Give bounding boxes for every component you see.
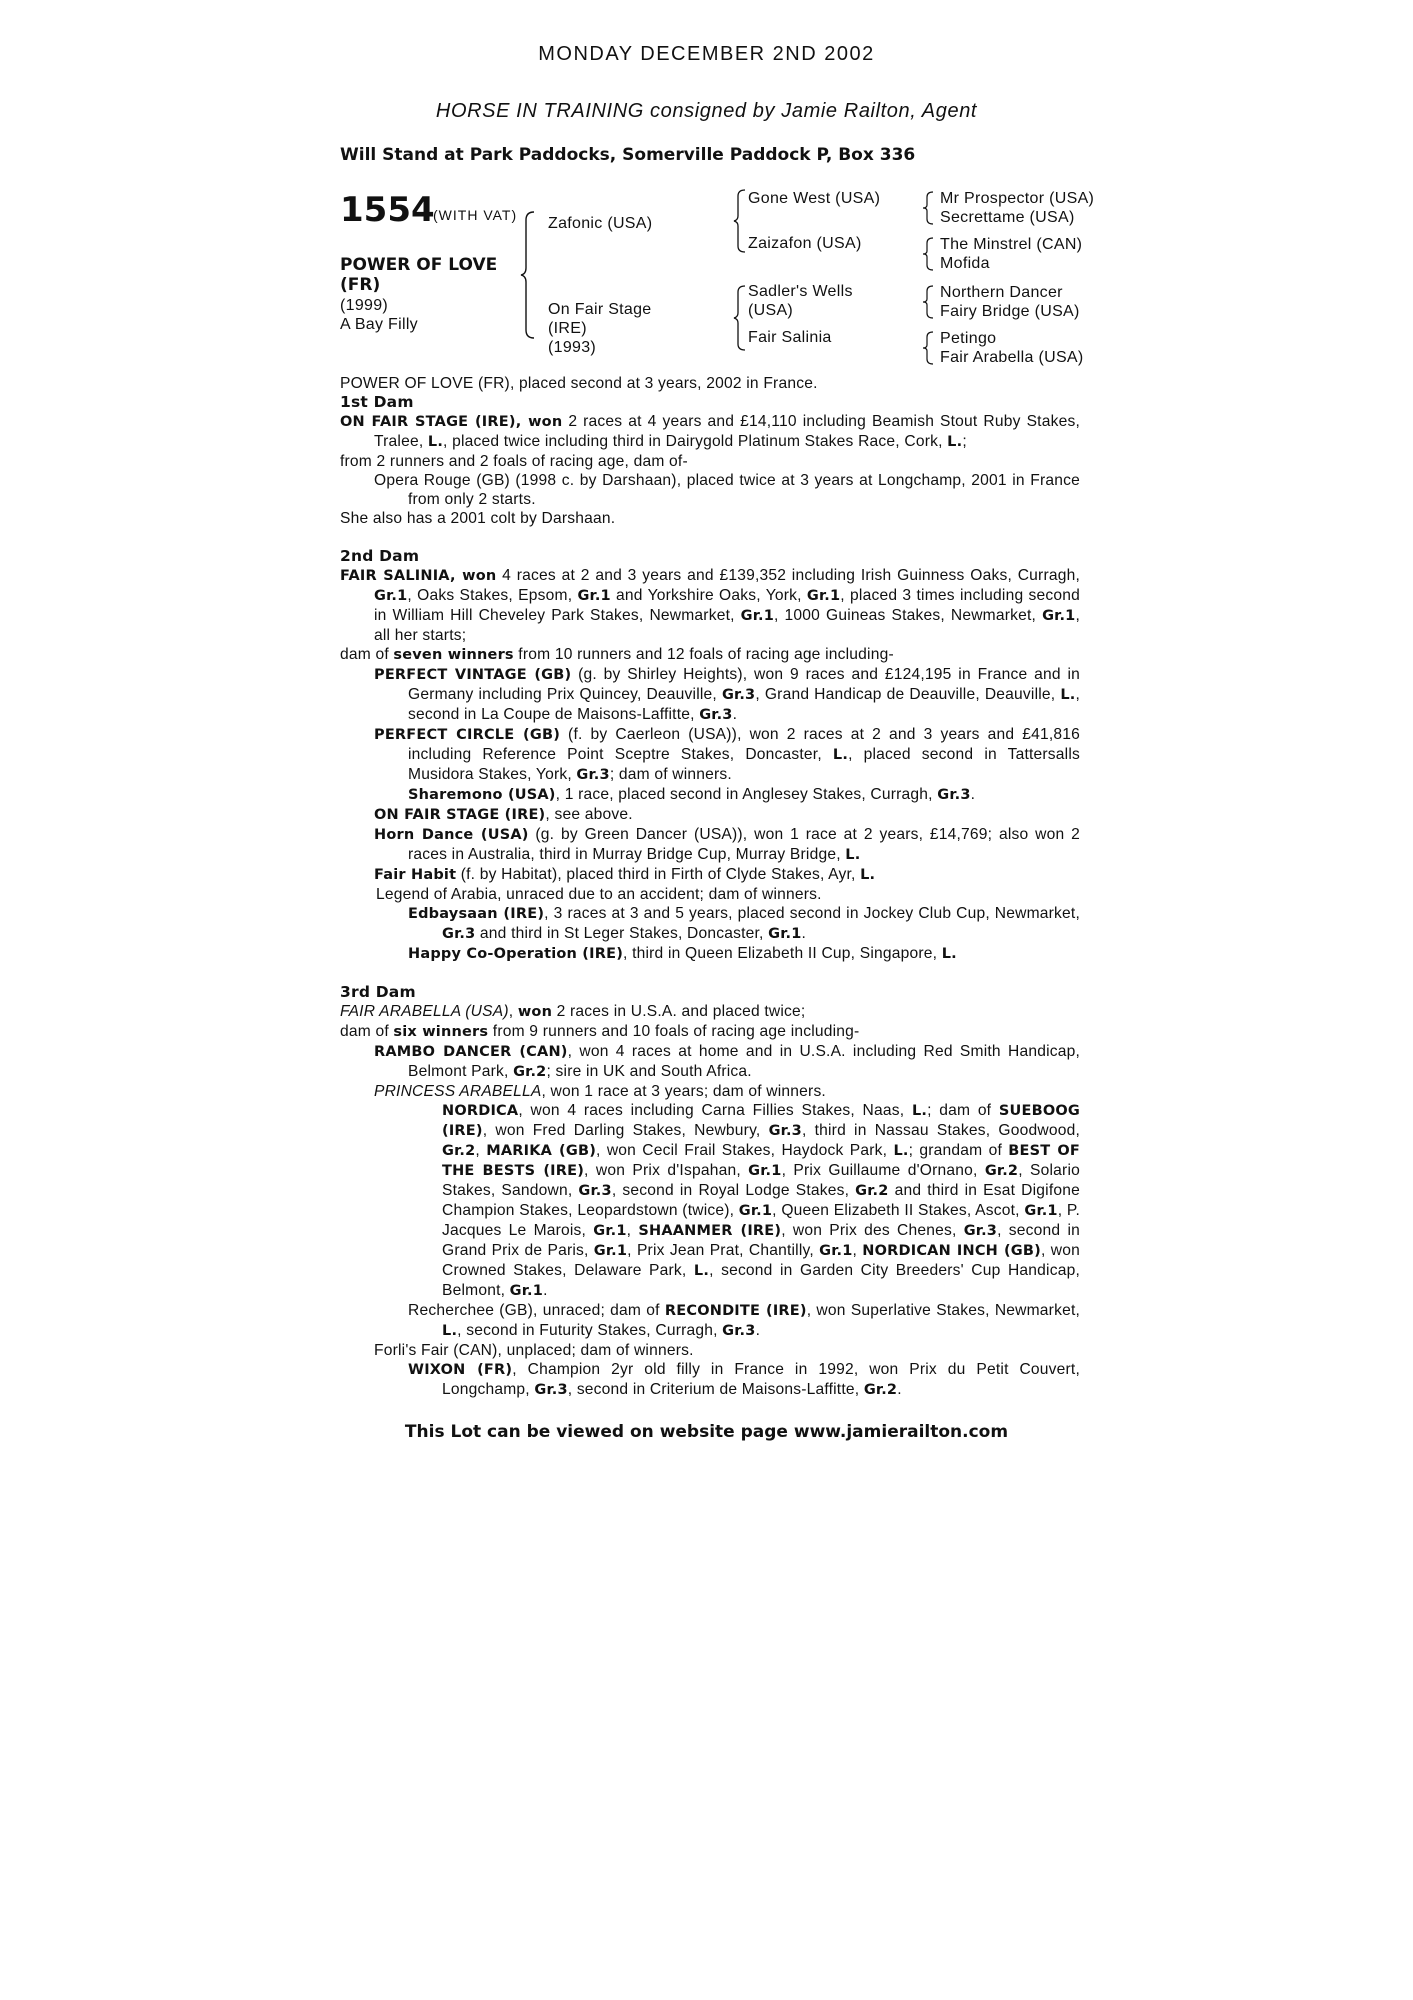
pedigree-sire-sire: Gone West (USA) bbox=[748, 190, 881, 207]
second-dam-heading: 2nd Dam bbox=[340, 547, 420, 565]
pedigree-dam-sire bbox=[748, 282, 853, 320]
stand-location: Will Stand at Park Paddocks, Somerville Paddock P, Box 336 bbox=[340, 145, 916, 165]
pedigree-dam-line3: (1993) bbox=[548, 339, 597, 356]
pedigree-ddd-name: Fair Arabella (USA) bbox=[940, 349, 1084, 366]
pedigree-dam-line2: (IRE) bbox=[548, 320, 587, 337]
pedigree-notes bbox=[340, 374, 1080, 1400]
edbaysaan: Edbaysaan (IRE), 3 races at 3 and 5 years, placed second in Jockey Club Cup, Newmarket, Gr.3 and third in St Leger Stakes, Doncaster, Gr.1. bbox=[408, 905, 1080, 942]
first-dam-also: She also has a 2001 colt by Darshaan. bbox=[340, 510, 616, 527]
wixon: WIXON (FR), Champion 2yr old filly in France in 1992, won Prix du Petit Couvert, Longchamp, Gr.3, second in Criterium de Maisons-Laffitte, Gr.2. bbox=[408, 1361, 1080, 1398]
princess-arabella: PRINCESS ARABELLA, won 1 race at 3 years; dam of winners. bbox=[374, 1083, 826, 1100]
perfect-circle: PERFECT CIRCLE (GB) (f. by Caerleon (USA)), won 2 races at 2 and 3 years and £41,816 including Reference Point Sceptre Stakes, Doncaster, L., placed second in Tattersalls Musidora Stakes, York, Gr.3; dam of winners. bbox=[374, 726, 1081, 783]
pedigree-brace-ss bbox=[922, 190, 936, 226]
sharemono: Sharemono (USA), 1 race, placed second in Anglesey Stakes, Curragh, Gr.3. bbox=[408, 786, 976, 803]
horn-dance: Horn Dance (USA) (g. by Green Dancer (USA)), won 1 race at 2 years, £14,769; also won 2 races in Australia, third in Murray Bridge Cup, Murray Bridge, L. bbox=[374, 826, 1080, 863]
second-dam-runners: dam of seven winners from 10 runners and 12 foals of racing age including- bbox=[340, 646, 894, 663]
third-dam-heading: 3rd Dam bbox=[340, 983, 416, 1001]
recherchee: Recherchee (GB), unraced; dam of RECONDITE (IRE), won Superlative Stakes, Newmarket, L., second in Futurity Stakes, Curragh, Gr.3. bbox=[408, 1302, 1081, 1339]
nordica: NORDICA, won 4 races including Carna Fillies Stakes, Naas, L.; dam of SUEBOOG (IRE), won Fred Darling Stakes, Newbury, Gr.3, third in Nassau Stakes, Goodwood, Gr.2, MARIKA (GB), won Cecil Frail Stakes, Haydock Park, L.; grandam of BEST OF THE BESTS (IRE), won Prix d'Ispahan, Gr.1, Prix Guillaume d'Ornano, Gr.2, Solario Stakes, Sandown, Gr.3, second in Royal Lodge Stakes, Gr.2 and third in Esat Digifone Champion Stakes, Leopardstown (twice), Gr.1, Queen Elizabeth II Stakes, Ascot, Gr.1, P. Jacques Le Marois, Gr.1, SHAANMER (IRE), won Prix des Chenes, Gr.3, second in Grand Prix de Paris, Gr.1, Prix Jean Prat, Chantilly, Gr.1, NORDICAN INCH (GB), won Crowned Stakes, Delaware Park, L., second in Garden City Breeders' Cup Handicap, Belmont, Gr.1. bbox=[442, 1102, 1081, 1299]
pedigree-sss bbox=[940, 189, 1094, 227]
pedigree-brace-ds bbox=[922, 284, 936, 320]
pedigree-dam-dam: Fair Salinia bbox=[748, 329, 832, 346]
third-dam-runners: dam of six winners from 9 runners and 10 foals of racing age including- bbox=[340, 1023, 860, 1040]
pedigree-brace-sd bbox=[922, 236, 936, 272]
lot-number: 1554 bbox=[340, 190, 435, 230]
legend-of-arabia: Legend of Arabia, unraced due to an accident; dam of winners. bbox=[376, 886, 822, 903]
pedigree-dds-name: Petingo bbox=[940, 330, 997, 347]
intro-line: POWER OF LOVE (FR), placed second at 3 years, 2002 in France. bbox=[340, 375, 818, 392]
pedigree-sds bbox=[940, 235, 1082, 273]
happy-co-operation: Happy Co-Operation (IRE), third in Queen Elizabeth II Cup, Singapore, L. bbox=[408, 945, 957, 962]
first-dam-foal: Opera Rouge (GB) (1998 c. by Darshaan), placed twice at 3 years at Longchamp, 2001 in France from only 2 starts. bbox=[374, 472, 1080, 508]
pedigree-dss-name: Northern Dancer bbox=[940, 284, 1063, 301]
pedigree-dsd-name: Fairy Bridge (USA) bbox=[940, 303, 1080, 320]
horse-year: (1999) bbox=[340, 297, 389, 314]
pedigree-sds-name: The Minstrel (CAN) bbox=[940, 236, 1083, 253]
pedigree-sire-dam: Zaizafon (USA) bbox=[748, 235, 862, 252]
rambo-dancer: RAMBO DANCER (CAN), won 4 races at home and in U.S.A. including Red Smith Handicap, Belmont Park, Gr.2; sire in UK and South Africa. bbox=[374, 1043, 1081, 1080]
pedigree-sss-name: Mr Prospector (USA) bbox=[940, 190, 1095, 207]
pedigree-sire: Zafonic (USA) bbox=[548, 215, 653, 232]
pedigree-brace-dd bbox=[922, 330, 936, 366]
pedigree-dss bbox=[940, 283, 1080, 321]
pedigree-brace-dam bbox=[733, 284, 749, 352]
first-dam-record: ON FAIR STAGE (IRE), won 2 races at 4 years and £14,110 including Beamish Stout Ruby Stakes, Tralee, L., placed twice including third in Dairygold Platinum Stakes Race, Cork, L.; bbox=[340, 413, 1080, 450]
third-dam-record: FAIR ARABELLA (USA), won 2 races in U.S.A. and placed twice; bbox=[340, 1003, 806, 1020]
horse-name-line1: POWER OF LOVE bbox=[340, 255, 498, 275]
horse-name bbox=[340, 255, 520, 295]
consignment-text: HORSE IN TRAINING consigned by Jamie Railton, Agent bbox=[435, 100, 978, 122]
vat-label: (WITH VAT) bbox=[433, 207, 518, 223]
second-dam-record: FAIR SALINIA, won 4 races at 2 and 3 years and £139,352 including Irish Guinness Oaks, Curragh, Gr.1, Oaks Stakes, Epsom, Gr.1 and Yorkshire Oaks, York, Gr.1, placed 3 times including second in William Hill Cheveley Park Stakes, Newmarket, Gr.1, 1000 Guineas Stakes, Newmarket, Gr.1, all her starts; bbox=[340, 567, 1081, 644]
pedigree-dam-sire-line2: (USA) bbox=[748, 302, 794, 319]
pedigree-sdd-name: Mofida bbox=[940, 255, 990, 272]
horse-info bbox=[340, 296, 418, 334]
pedigree-dam-sire-line1: Sadler's Wells bbox=[748, 283, 853, 300]
pedigree-brace-main bbox=[520, 210, 540, 340]
pedigree-dds bbox=[940, 329, 1084, 367]
pedigree-dam bbox=[548, 300, 652, 357]
horse-name-line2: (FR) bbox=[340, 275, 381, 295]
on-fair-stage-ref: ON FAIR STAGE (IRE), see above. bbox=[374, 806, 633, 823]
sale-date: MONDAY DECEMBER 2ND 2002 bbox=[538, 43, 875, 65]
pedigree-dam-line1: On Fair Stage bbox=[548, 301, 652, 318]
pedigree-ssd-name: Secrettame (USA) bbox=[940, 209, 1075, 226]
perfect-vintage: PERFECT VINTAGE (GB) (g. by Shirley Heights), won 9 races and £124,195 in France and in Germany including Prix Quincey, Deauville, Gr.3, Grand Handicap de Deauville, Deauville, L., second in La Coupe de Maisons-Laffitte, Gr.3. bbox=[374, 666, 1081, 723]
website-footer: This Lot can be viewed on website page www.jamierailton.com bbox=[404, 1422, 1009, 1442]
first-dam-runners: from 2 runners and 2 foals of racing age, dam of- bbox=[340, 453, 688, 470]
fair-habit: Fair Habit (f. by Habitat), placed third in Firth of Clyde Stakes, Ayr, L. bbox=[374, 866, 876, 883]
first-dam-heading: 1st Dam bbox=[340, 393, 414, 411]
pedigree-brace-sire bbox=[733, 188, 749, 254]
consignment-line bbox=[0, 100, 1413, 123]
forlis-fair: Forli's Fair (CAN), unplaced; dam of winners. bbox=[374, 1342, 694, 1359]
horse-description: A Bay Filly bbox=[340, 316, 418, 333]
